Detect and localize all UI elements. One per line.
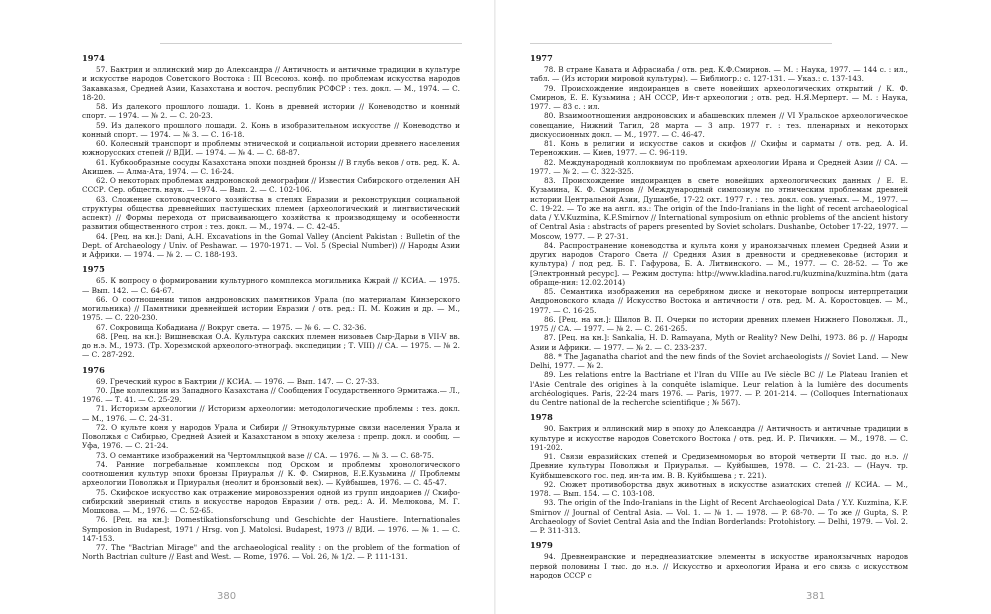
year-heading: 1975: [82, 264, 105, 275]
bibliography-entry: 77. The "Bactrian Mirage" and the archaeological reality : on the problem of the formation of North Bactrian culture // East and West. — Rome, 1976. — Vol. 26, № 1/2. — P. 111-131.: [82, 543, 460, 562]
bibliography-entry: 74. Ранние погребальные комплексы под Орском и проблемы хронологического соотношения культур эпохи бронзы Приуралья // К. Ф. Смирнов, Е.Е.Кузьмина // Проблемы археологии Поволжья и Приуралья (неолит и бронзовый век). — Куйбышев, 1976. — С. 45-47.: [82, 459, 460, 488]
bibliography-entry: 66. О соотношении типов андроновских памятников Урала (по материалам Кинзерского могильника) // Памятники древнейшей истории Евразии / отв. ред.: П. М. Кожин и др. — М., 1975. — С. 220-230.: [82, 294, 460, 323]
bibliography-entry: 92. Сюжет противоборства двух животных в искусстве азиатских степей // КСИА. — М., 1978. — Вып. 154. — С. 103-108.: [530, 479, 908, 498]
bibliography-entry: 78. В стране Кавата и Афрасиаба / отв. ред. К.Ф.Смирнов. — М. : Наука, 1977. — 144 с. : ил., табл. — (Из истории мировой культуры). — Библиогр.: с. 127-131. — Указ.: с. 137-143.: [530, 65, 908, 84]
bibliography-entry: 57. Бактрия и эллинский мир до Александра // Античность и античные традиции в культуре и искусстве народов Советского Востока : III Всесоюз. конф. по проблемам искусства народов Закавказья, Средней Азии, Казахстана и восточ. республик РСФСР : тез. докл. — М., 1974. — С. 18-20.: [82, 65, 460, 102]
bibliography-entry: 62. О некоторых проблемах андроновской демографии // Известия Сибирского отделения АН СССР. Сер. обществ. наук. — 1974. — Вып. 2. — С. 102-106.: [82, 176, 460, 195]
bibliography-entry: 89. Les relations entre la Bactriane et l'Iran du VIIIe au IVe siècle BC // Le Plateau Iranien et l'Asie Centrale des origines à la conquête islamique. Leur relation à la lumière des documents archéologiques. Paris, 22-24 mars 1976. — Paris, 1977. — P. 201-214. — (Colloques Internationaux du Centre national de la recherche scientifique ; № 567).: [530, 370, 908, 407]
year-heading: 1976: [82, 364, 105, 375]
bibliography-entry: 81. Конь в религии и искусстве саков и скифов // Скифы и сарматы / отв. ред. А. И. Тереножкин. — Киев, 1977. — С. 96-119.: [530, 139, 908, 158]
page-number: 380: [217, 591, 237, 602]
bibliography-entry: 85. Семантика изображения на серебряном диске и некоторые вопросы интерпретации Андроновского клада // Искусство Востока и античности / отв. ред. М. А. Коростовцев. — М., 1977. — С. 16-25.: [530, 287, 908, 315]
bibliography-entry: 75. Скифское искусство как отражение мировоззрения одной из групп индоариев // Скифо-сибирский звериный стиль в искусстве народов Евразии / отв. ред.: А. И. Мелюкова, М. Г. Мошкова. — М., 1976. — С. 52-65.: [82, 487, 460, 515]
bibliography-entry: 69. Греческий курос в Бактрии // КСИА. — 1976. — Вып. 147. — С. 27-33.: [96, 376, 380, 386]
bibliography-entry: 82. Международный коллоквиум по проблемам археологии Ирана и Средней Азии // СА. — 1977. — № 2. — С. 322-325.: [530, 157, 908, 176]
header-rule: [530, 43, 832, 44]
bibliography-entry: 70. Две коллекции из Западного Казахстана // Сообщения Государственного Эрмитажа.— Л., 1976. — Т. 41. — С. 25-29.: [82, 385, 460, 404]
right-page-content: [530, 53, 908, 586]
bibliography-entry: 64. [Рец. на кн.]: Dani, A.H. Excavations in the Gomal Valley (Ancient Pakistan : Bulletin of the Dept. of Archaeology / Univ. of Peshawar. — 1970-1971. — Vol. 5 (Special Number)) // Народы Азии и Африки. — 1974. — № 2. — С. 188-193.: [82, 231, 460, 259]
left-page-content: [82, 53, 460, 586]
bibliography-entry: 91. Связи евразийских степей и Средиземноморья во второй четверти II тыс. до н.э. // Древние культуры Поволжья и Приуралья. — Куйбышев, 1978. — С. 21-23. — (Науч. тр. Куйбышевского гос. пед. ин-та им. В. В. Куйбышева ; т. 221).: [530, 452, 908, 480]
year-heading: 1979: [530, 540, 553, 551]
page-number: 381: [806, 591, 826, 602]
bibliography-entry: 87. [Рец. на кн.]: Sankalia, H. D. Ramayana, Myth or Reality? New Delhi, 1973. 86 p. // Народы Азии и Африки. — 1977. — № 2. — С. 233-237.: [530, 333, 908, 352]
header-rule: [160, 43, 462, 44]
bibliography-entry: 76. [Рец. на кн.]: Domestikationsforschung und Geschichte der Haustiere. Internationales Symposion in Budapest, 1971 / Hrsg. von J. Matolcsi. Budapest, 1973 // ВДИ. — 1976. — № 1. — С. 147-153.: [82, 515, 460, 543]
bibliography-entry: 65. К вопросу о формировании культурного комплекса могильника Кжрай // КСИА. — 1975. — Вып. 142. — С. 64-67.: [82, 276, 460, 295]
left-page: [0, 0, 495, 614]
bibliography-entry: 86. [Рец. на кн.]: Шилов В. П. Очерки по истории древних племен Нижнего Поволжья. Л., 1975 // СА. — 1977. — № 2. — С. 261-265.: [530, 314, 908, 333]
bibliography-entry: 79. Происхождение индоиранцев в свете новейших археологических открытий / К. Ф. Смирнов, Е. Е. Кузьмина ; АН СССР, Ин-т археологии ; отв. ред. Н.Я.Мерперт. — М. : Наука, 1977. — 83 с. : ил.: [530, 83, 908, 111]
right-page: [496, 0, 991, 614]
year-heading: 1977: [530, 53, 553, 63]
year-heading: 1978: [530, 412, 553, 423]
bibliography-entry: 83. Происхождение индоиранцев в свете новейших археологических данных / Е. Е. Кузьмина, К. Ф. Смирнов // Международный симпозиум по этническим проблемам древней истории Центральной Азии, Душанбе, 17-22 окт. 1977 г. : тез. докл. сов. ученых. — М., 1977. — С. 19-22. — То же на англ. яз.: The origin of the Indo-Iranians in the light of recent archaeological data / Y.V.Kuzmina, K.F.Smirnov // International symposium on ethnic problems of the ancient history of Central Asia : abstracts of papers presented by Soviet scholars. Dushanbe, October 17-22, 1977. — Moscow, 1977. — P. 27-31.: [530, 176, 908, 241]
bibliography-entry: 63. Сложение скотоводческого хозяйства в степях Евразии и реконструкция социальной структуры общества древнейших пастушеских племен (археологический и лингвистический аспект) // Формы перехода от присваивающего хозяйства к производящему и особенности развития общественного строя : тез. докл. — М., 1974. — С. 42-45.: [82, 194, 460, 232]
bibliography-entry: 60. Колесный транспорт и проблемы этнической и социальной истории древнего населения южнорусских степей // ВДИ. — 1974. — № 4. — С. 68-87.: [82, 139, 460, 158]
bibliography-entry: 61. Кубкообразные сосуды Казахстана эпохи поздней бронзы // В глубь веков / отв. ред. К. А. Акишев. — Алма-Ата, 1974. — С. 16-24.: [82, 157, 460, 176]
year-heading: 1974: [82, 53, 105, 63]
bibliography-entry: 73. О семантике изображений на Чертомлыцкой вазе // СА. — 1976. — № 3. — С. 68-75.: [96, 450, 434, 460]
bibliography-entry: 90. Бактрия и эллинский мир в эпоху до Александра // Античность и античные традиции в культуре и искусстве народов Советского Востока / отв. ред. И. Р. Пичикян. — М., 1978. — С. 191-202.: [530, 424, 908, 452]
bibliography-entry: 68. [Рец. на кн.]: Вишневская О.А. Культура сакских племен низовьев Сыр-Дарьи в VII-V вв. до н.э. М., 1973. (Тр. Хорезмской археолого-этнограф. экспедиции ; Т. VIII) // СА. — 1975. — № 2. — С. 287-292.: [82, 331, 460, 360]
bibliography-entry: 71. Историзм археологии // Историзм археологии: методологические проблемы : тез. докл. — М., 1976. — С. 24-31.: [82, 404, 460, 423]
bibliography-entry: 84. Распространение коневодства и культа коня у ираноязычных племен Средней Азии и других народов Старого Света // Средняя Азия в древности и средневековье (история и культура) / под ред. Б. Г. Гафурова, Б. А. Литвинского. — М., 1977. — С. 28-52. — То же [Электронный ресурс]. — Режим доступа: http://www.kladina.narod.ru/kuzmina/kuzmina.htm (дата обраще-ния: 12.02.2014): [530, 240, 908, 287]
bibliography-entry: 80. Взаимоотношения андроновских и абашевских племен // VI Уральское археологическое совещание, Нижний Тагил, 28 марта — 3 апр. 1977 г. : тез. пленарных и некоторых дискуссионных докл. — М., 1977. — С. 46-47.: [530, 111, 908, 139]
bibliography-entry: 59. Из далекого прошлого лошади. 2. Конь в изобразительном искусстве // Коневодство и конный спорт. — 1974. — № 3. — С. 16-18.: [82, 120, 460, 139]
bibliography-entry: 67. Сокровища Кобадиана // Вокруг света. — 1975. — № 6. — С. 32-36.: [96, 322, 367, 332]
bibliography-entry: 58. Из далекого прошлого лошади. 1. Конь в древней истории // Коневодство и конный спорт. — 1974. — № 2. — С. 20-23.: [82, 102, 460, 121]
bibliography-entry: 93. The origin of the Indo-Iranians in the Light of Recent Archaeological Data / Y.Y. Kuzmina, K.F. Smirnov // Journal of Central Asia. — Vol. 1. — № 1. — 1978. — P. 68-70. — То же // Gupta, S. P. Archaeology of Soviet Central Asia and the Indian Borderlands: Protohistory. — Delhi, 1979. — Vol. 2. — P. 311-313.: [530, 498, 908, 535]
bibliography-entry: 94. Древнеиранские и переднеазиатские элементы в искусстве ираноязычных народов первой половины I тыс. до н.э. // Искусство и археология Ирана и его связь с искусством народов СССР с: [530, 552, 908, 580]
bibliography-entry: 72. О культе коня у народов Урала и Сибири // Этнокультурные связи населения Урала и Поволжья с Сибирью, Средней Азией и Казахстаном в эпоху железа : препр. докл. и сообщ. — Уфа, 1976. — С. 21-24.: [82, 422, 460, 451]
bibliography-entry: 88. * The Jaganatha chariot and the new finds of the Soviet archaeologists // Soviet Land. — New Delhi, 1977. — № 2.: [530, 351, 908, 370]
